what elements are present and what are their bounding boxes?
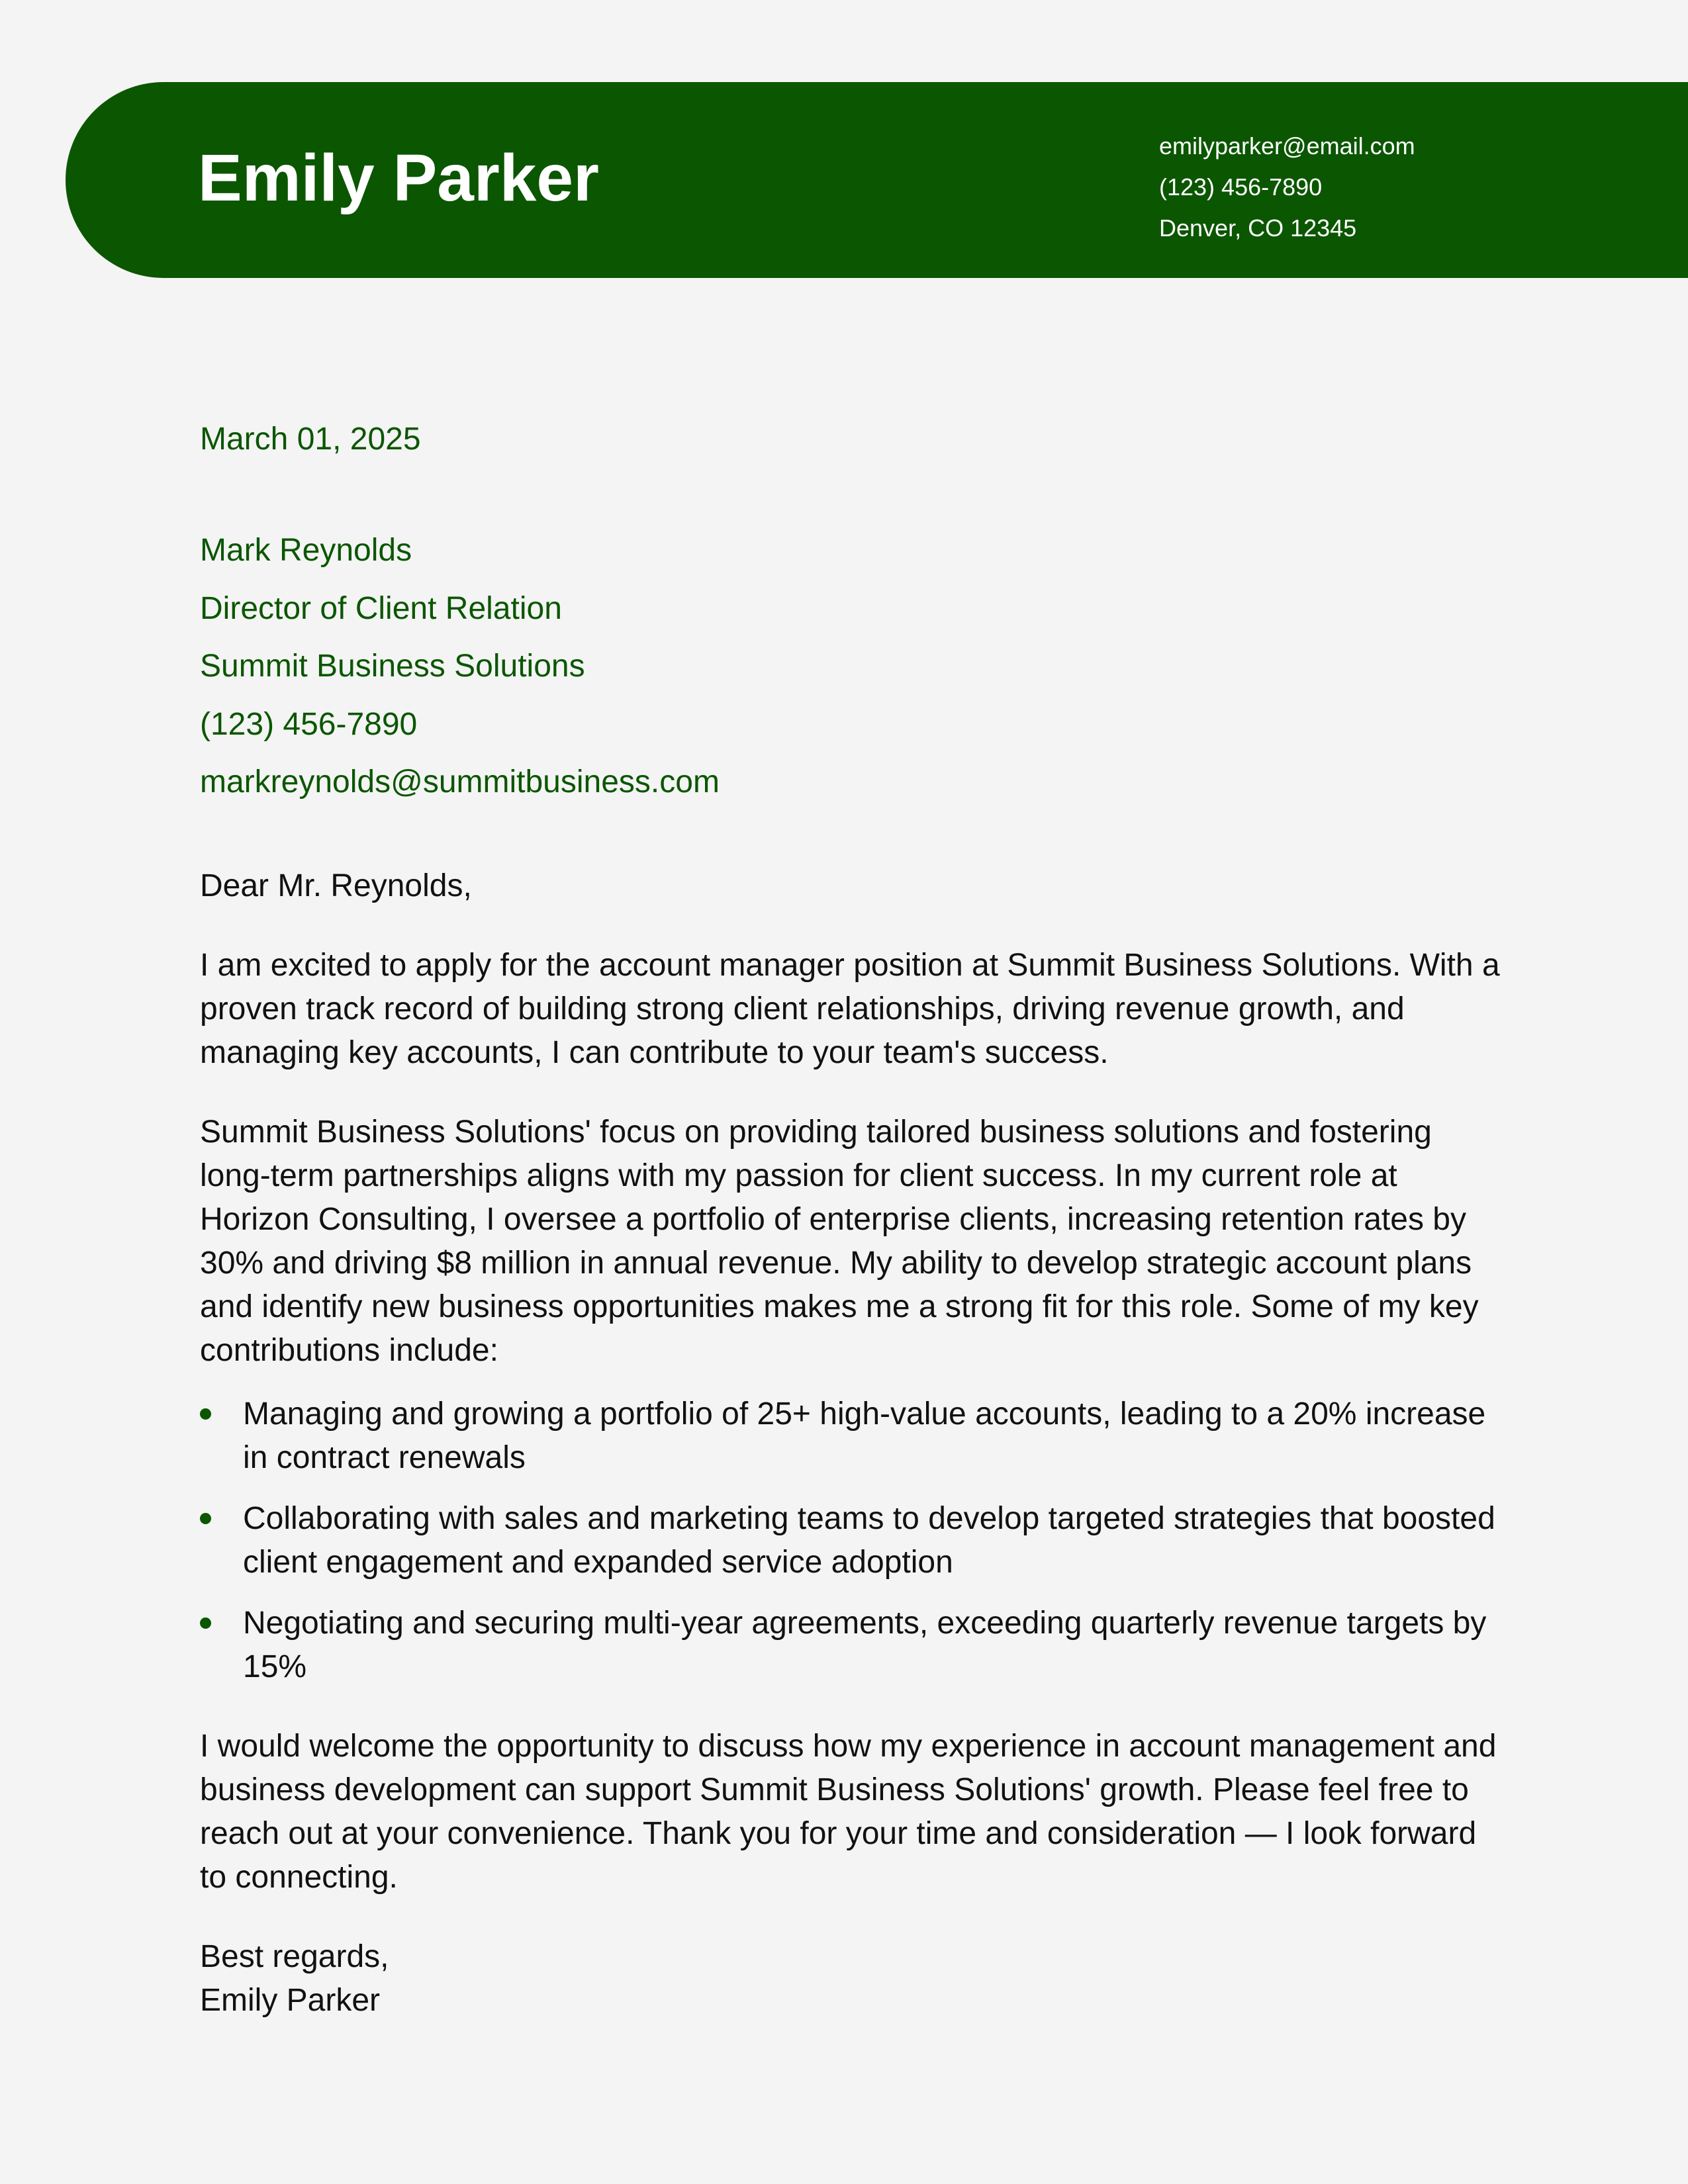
list-item [200,1392,1511,1480]
sender-email: emilyparker@email.com [1159,132,1415,159]
letter-body [200,410,1511,2023]
signoff-name: Emily Parker [200,1982,381,2018]
header-banner [66,82,1688,278]
contributions-list [200,1392,1511,1689]
sender-location: Denver, CO 12345 [1159,214,1357,242]
bullet-dot-icon [200,1617,211,1629]
recipient-company: Summit Business Solutions [200,649,585,684]
bullet-dot-icon [200,1408,211,1420]
signoff-block [200,1935,1511,2023]
paragraph-body: Summit Business Solutions' focus on providing tailored business solutions and fostering long-term partnerships aligns with my passion for client success. In my current role at Horizon Consulting, I oversee a portfolio of enterprise clients, increasing retention rates by 30% and driving $8 million in annual revenue. My ability to develop strategic account plans and identify new business opportunities makes me a strong fit for this role. Some of my key contributions include: [200,1114,1479,1368]
list-item-text: Collaborating with sales and marketing teams to develop targeted strategies that boosted client engagement and expanded service adoption [243,1500,1495,1580]
recipient-phone: (123) 456-7890 [200,706,418,742]
list-item-text: Negotiating and securing multi-year agreements, exceeding quarterly revenue targets by 15% [243,1605,1487,1684]
recipient-title: Director of Client Relation [200,590,562,626]
list-item [200,1497,1511,1584]
paragraph-closing: I would welcome the opportunity to discuss how my experience in account management and business development can support Summit Business Solutions' growth. Please feel free to reach out at your convenience. Thank you for your time and consideration — I look forward to connecting. [200,1728,1497,1895]
recipient-name: Mark Reynolds [200,533,412,568]
sender-phone: (123) 456-7890 [1159,173,1323,201]
bullet-dot-icon [200,1513,211,1524]
salutation: Dear Mr. Reynolds, [200,868,472,903]
list-item [200,1602,1511,1689]
recipient-email: markreynolds@summitbusiness.com [200,764,720,799]
sender-contact-info [1159,126,1415,249]
letter-date: March 01, 2025 [200,422,421,457]
sender-name: Emily Parker [198,141,599,215]
recipient-block [200,522,1511,811]
paragraph-intro: I am excited to apply for the account manager position at Summit Business Solutions. With a proven track record of building strong client relationships, driving revenue growth, and managing key accounts, I can contribute to your team's success. [200,947,1500,1070]
list-item-text: Managing and growing a portfolio of 25+ high-value accounts, leading to a 20% increase in contract renewals [243,1396,1486,1475]
signoff-phrase: Best regards, [200,1938,389,1974]
